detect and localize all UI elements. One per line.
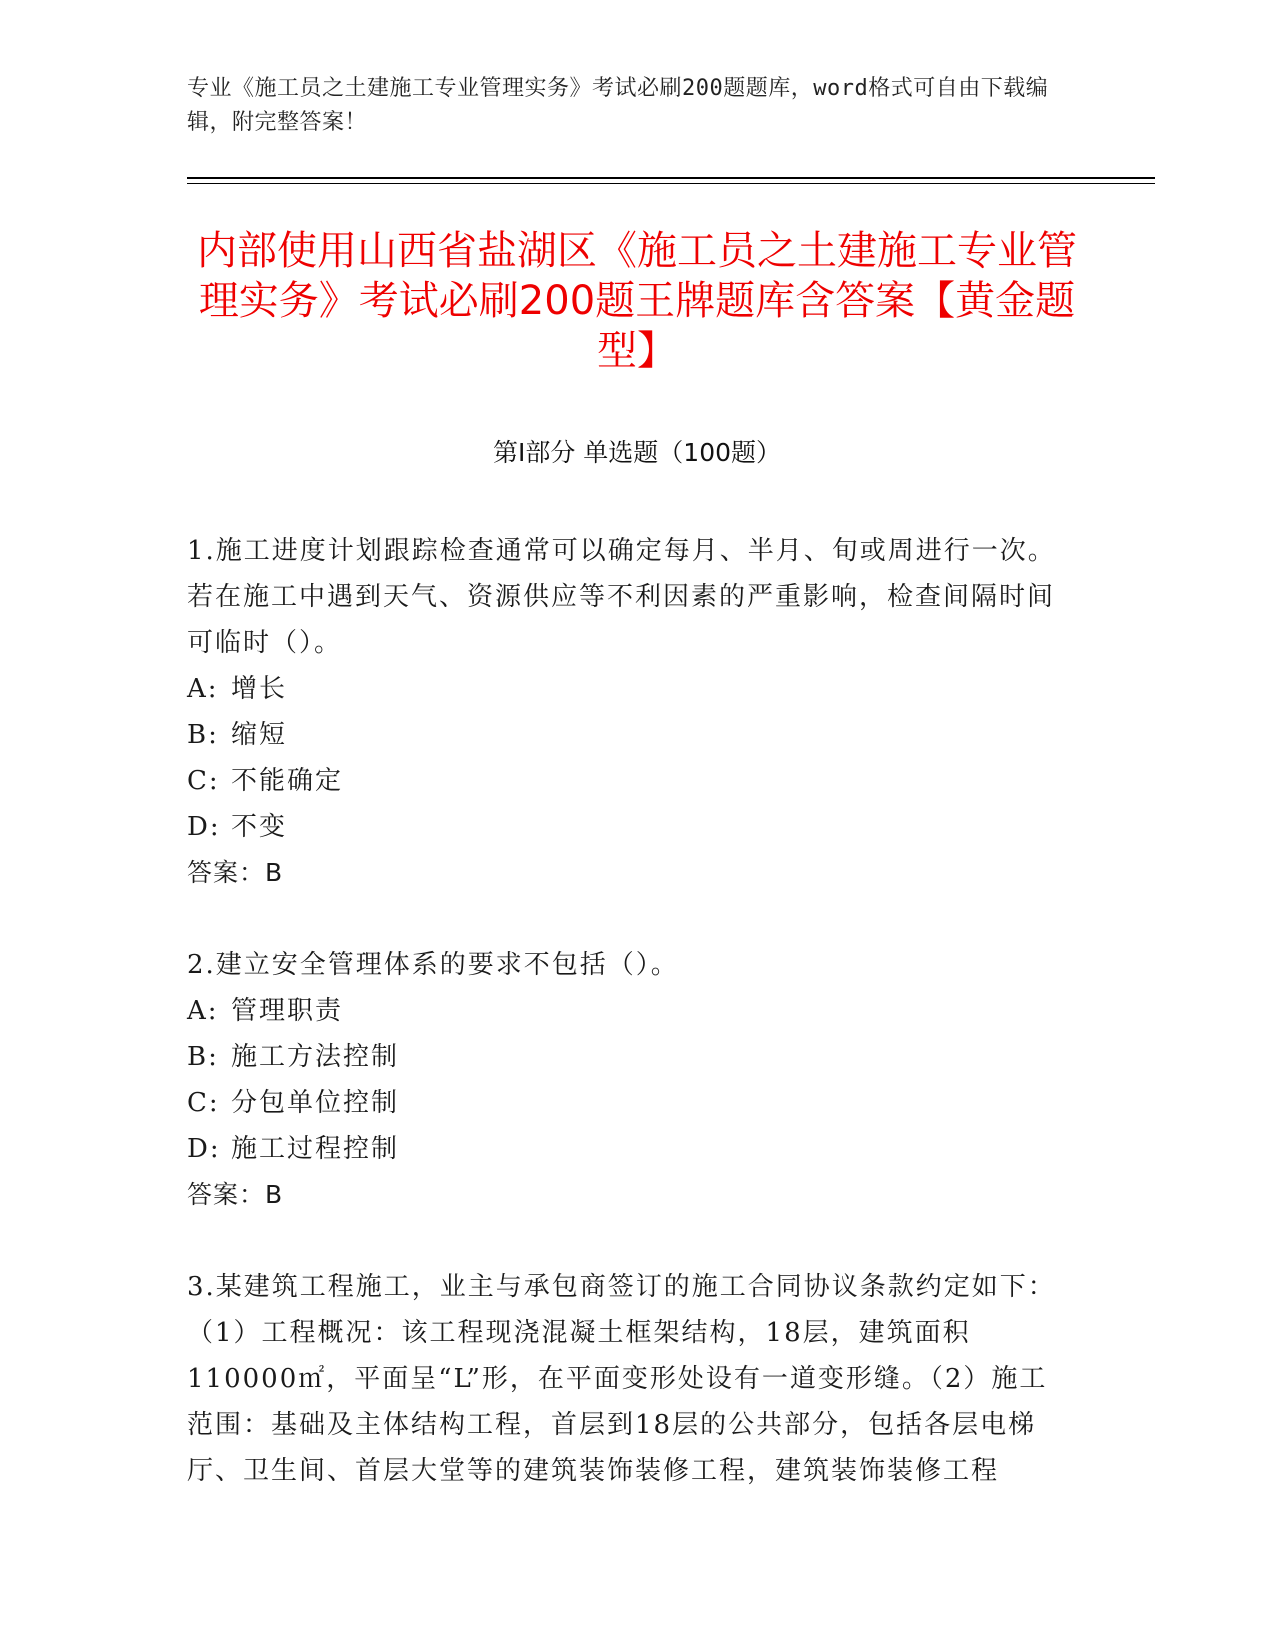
option-letter: D: <box>187 1134 221 1164</box>
option-text: 管理职责 <box>231 996 344 1026</box>
option-letter: D: <box>187 812 221 842</box>
answer-option <box>187 1080 1067 1126</box>
option-letter: A: <box>187 674 219 704</box>
answer-option <box>187 1034 1067 1080</box>
option-text: 分包单位控制 <box>231 1088 400 1118</box>
question-item <box>187 528 1067 896</box>
question-item <box>187 1264 1067 1494</box>
answer-option <box>187 666 1067 712</box>
option-text: 增长 <box>231 674 288 704</box>
answer-key: 答案：B <box>187 1180 284 1209</box>
option-letter: C: <box>187 1088 220 1118</box>
header-note: 专业《施工员之土建施工专业管理实务》考试必刷200题题库，word格式可自由下载编辑，附完整答案！ <box>187 76 1049 135</box>
answer-option <box>187 1126 1067 1172</box>
option-text: 缩短 <box>231 720 288 750</box>
answer-key: 答案：B <box>187 858 284 887</box>
question-stem: 1.施工进度计划跟踪检查通常可以确定每月、半月、旬或周进行一次。若在施工中遇到天气、资源供应等不利因素的严重影响，检查间隔时间可临时（）。 <box>187 536 1056 658</box>
option-letter: B: <box>187 1042 219 1072</box>
question-item <box>187 942 1067 1218</box>
question-list <box>187 528 1067 1540</box>
question-stem: 2.建立安全管理体系的要求不包括（）。 <box>187 950 679 980</box>
option-letter: B: <box>187 720 219 750</box>
option-text: 不变 <box>231 812 288 842</box>
answer-option <box>187 758 1067 804</box>
option-text: 施工过程控制 <box>231 1134 400 1164</box>
header-divider-thick <box>187 177 1155 179</box>
answer-option <box>187 804 1067 850</box>
document-title: 内部使用山西省盐湖区《施工员之土建施工专业管理实务》考试必刷200题王牌题库含答案【黄金题型】 <box>197 228 1077 374</box>
option-text: 不能确定 <box>231 766 344 796</box>
question-stem: 3.某建筑工程施工，业主与承包商签订的施工合同协议条款约定如下：（1）工程概况：该工程现浇混凝土框架结构，18层，建筑面积110000㎡，平面呈“L”形，在平面变形处设有一道变形缝。（2）施工范围：基础及主体结构工程，首层到18层的公共部分，包括各层电梯厅、卫生间、首层大堂等的建筑装饰装修工程，建筑装饰装修工程 <box>187 1272 1056 1486</box>
answer-option <box>187 988 1067 1034</box>
answer-option <box>187 712 1067 758</box>
option-text: 施工方法控制 <box>231 1042 400 1072</box>
header-divider-thin <box>187 183 1155 184</box>
option-letter: A: <box>187 996 219 1026</box>
section-title: 第Ⅰ部分 单选题（100题） <box>492 438 782 467</box>
option-letter: C: <box>187 766 220 796</box>
